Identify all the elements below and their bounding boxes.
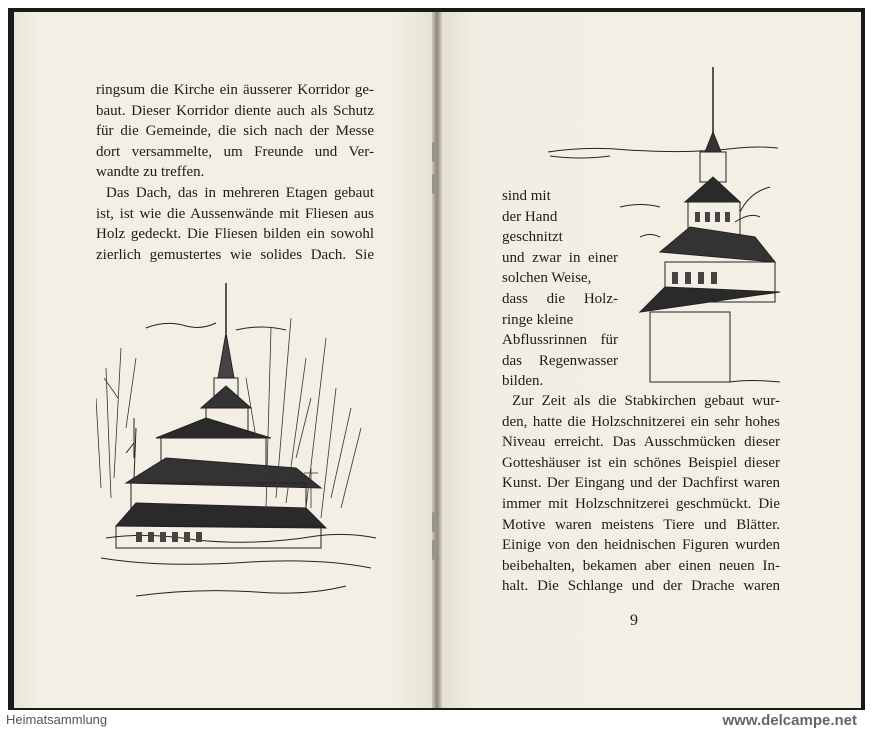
left-page-text-line: Das Dach, das in mehreren Etagen gebaut [106,184,374,201]
book-gutter [432,12,442,708]
right-page-wide-text [502,391,780,597]
binding-mark [432,174,437,194]
right-page-wide-line: Gotteshäuser ist ein schönes Beispiel dieser [502,454,780,471]
right-page-narrow-line: solchen Weise, [502,270,592,287]
left-page-text [96,80,374,265]
right-page-wide-line: Zur Zeit als die Stabkirchen gebaut wur- [512,393,780,409]
watermark-right: www.delcampe.net [722,712,857,729]
watermark-left: Heimatsammlung [6,712,108,727]
left-page-text-line: ist, ist wie die Aussenwände mit Fliesen aus [96,205,374,222]
right-page-wide-line: halt. Die Schlange und der Drache waren [502,578,780,595]
right-page-narrow-line: bilden. [502,373,544,390]
right-page-narrow-line: sind mit [502,188,551,204]
binding-mark [432,540,437,560]
left-page-text-line: ringsum die Kirche ein äusserer Korridor ge- [96,82,374,98]
church-tower-illustration [540,62,790,392]
right-page-wide-line: Einige von den heidnischen Figuren wurden [502,537,780,554]
right-page-narrow-line: ringe kleine [502,311,574,328]
left-page-text-line: dort versammelte, um Freunde und Ver- [96,143,374,160]
right-page-narrow-line: Abflussrinnen für [502,332,618,349]
right-page-narrow-line: der Hand [502,208,558,225]
left-page-text-line: Holz gedeckt. Die Fliesen bilden ein sowohl [96,226,374,243]
binding-mark [432,142,437,162]
right-page-narrow-line: dass die Holz- [502,290,618,307]
right-page-wide-line: Kunst. Der Eingang und der Dachfirst waren [502,475,780,492]
left-page-text-line: für die Gemeinde, die sich nach der Messe [96,123,374,140]
binding-mark [432,512,437,532]
right-page-narrow-line: und zwar in einer [502,249,618,266]
left-page-text-line: baut. Dieser Korridor diente auch als Schutz [96,102,374,119]
right-page-wide-line: beibehalten, bekamen aber einen neuen In- [502,557,780,574]
right-page-narrow-line: geschnitzt [502,229,563,246]
page-number: 9 [630,612,638,629]
right-page-wide-line: immer mit Holzschnitzerei geschmückt. Die [502,495,780,512]
left-page-text-line: wandte zu treffen. [96,164,205,181]
right-page-narrow-line: das Regenwasser [502,352,618,369]
stave-church-illustration [96,278,386,608]
right-page-wide-line: Niveau erreicht. Das Ausschmücken dieser [502,434,780,451]
left-page-text-line: zierlich gemustertes wie solides Dach. Sie [96,246,374,263]
right-page-wide-line: Motive waren meistens Tiere und Blätter. [502,516,780,533]
right-page-wide-line: den, hatte die Holzschnitzerei ein sehr hohes [502,413,780,430]
